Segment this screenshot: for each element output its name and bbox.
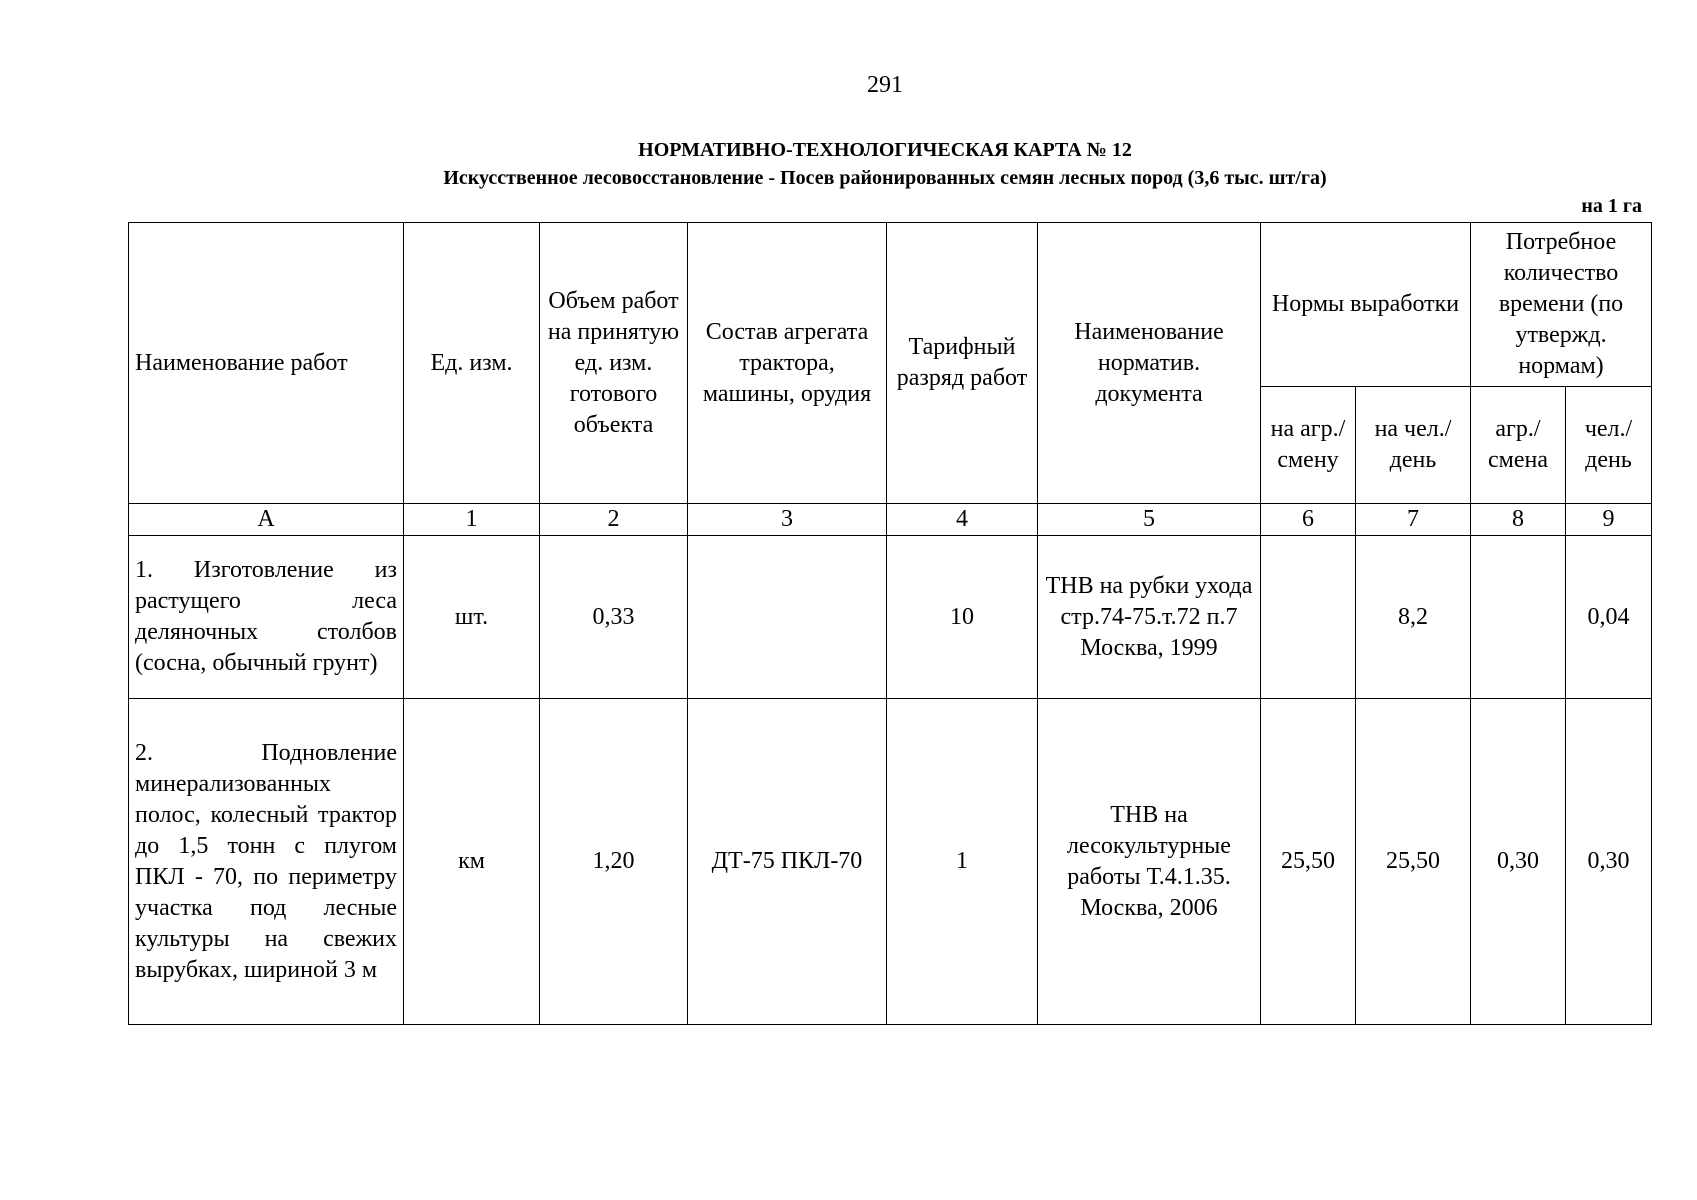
column-number: 8	[1471, 504, 1566, 536]
cell-unit: км	[404, 699, 540, 1025]
header-norms-per-person: на чел./ день	[1356, 387, 1471, 504]
cell-document: ТНВ на рубки ухода стр.74-75.т.72 п.7 Москва, 1999	[1038, 536, 1261, 699]
cell-norm-per-unit	[1261, 536, 1356, 699]
cell-work-name: 2. Подновление минерализованных полос, колесный трактор до 1,5 тонн с плугом ПКЛ - 70, по периметру участка под лесные культуры на свежих вырубках, шириной 3 м	[129, 699, 404, 1025]
cell-document: ТНВ на лесокультурные работы Т.4.1.35. Москва, 2006	[1038, 699, 1261, 1025]
header-norms: Нормы выработки	[1261, 223, 1471, 387]
column-number-row	[129, 504, 1652, 536]
cell-norm-per-unit: 25,50	[1261, 699, 1356, 1025]
table-row	[129, 699, 1652, 1025]
table-row	[129, 536, 1652, 699]
cell-time-per-person: 0,30	[1566, 699, 1652, 1025]
column-number: 9	[1566, 504, 1652, 536]
header-time-per-person: чел./ день	[1566, 387, 1652, 504]
header-work-name: Наименование работ	[129, 223, 404, 504]
column-number: 2	[540, 504, 688, 536]
column-number: А	[129, 504, 404, 536]
cell-tariff: 10	[887, 536, 1038, 699]
cell-volume: 0,33	[540, 536, 688, 699]
document-title: НОРМАТИВНО-ТЕХНОЛОГИЧЕСКАЯ КАРТА № 12	[638, 139, 1132, 161]
cell-composition: ДТ-75 ПКЛ-70	[688, 699, 887, 1025]
header-volume: Объем работ на принятую ед. изм. готового объекта	[540, 223, 688, 504]
page-number: 291	[867, 72, 903, 98]
cell-unit: шт.	[404, 536, 540, 699]
column-number: 1	[404, 504, 540, 536]
column-number: 3	[688, 504, 887, 536]
document-subtitle: Искусственное лесовосстановление - Посев районированных семян лесных пород (3,6 тыс. шт/га)	[443, 167, 1327, 189]
cell-time-per-person: 0,04	[1566, 536, 1652, 699]
norms-table	[128, 222, 1652, 1025]
header-time-per-unit: агр./ смена	[1471, 387, 1566, 504]
header-composition: Состав агрегата трактора, машины, орудия	[688, 223, 887, 504]
column-number: 7	[1356, 504, 1471, 536]
cell-composition	[688, 536, 887, 699]
cell-work-name: 1. Изготовление из растущего леса деляночных столбов (сосна, обычный грунт)	[129, 536, 404, 699]
header-time-needed: Потребное количество времени (по утвержд. нормам)	[1471, 223, 1652, 387]
unit-note: на 1 га	[1581, 195, 1642, 217]
column-number: 5	[1038, 504, 1261, 536]
cell-norm-per-person: 8,2	[1356, 536, 1471, 699]
cell-volume: 1,20	[540, 699, 688, 1025]
header-document: Наименование норматив. документа	[1038, 223, 1261, 504]
column-number: 4	[887, 504, 1038, 536]
cell-time-per-unit: 0,30	[1471, 699, 1566, 1025]
header-unit: Ед. изм.	[404, 223, 540, 504]
column-number: 6	[1261, 504, 1356, 536]
header-norms-per-unit: на агр./ смену	[1261, 387, 1356, 504]
cell-norm-per-person: 25,50	[1356, 699, 1471, 1025]
cell-time-per-unit	[1471, 536, 1566, 699]
header-tariff: Тарифный разряд работ	[887, 223, 1038, 504]
cell-tariff: 1	[887, 699, 1038, 1025]
